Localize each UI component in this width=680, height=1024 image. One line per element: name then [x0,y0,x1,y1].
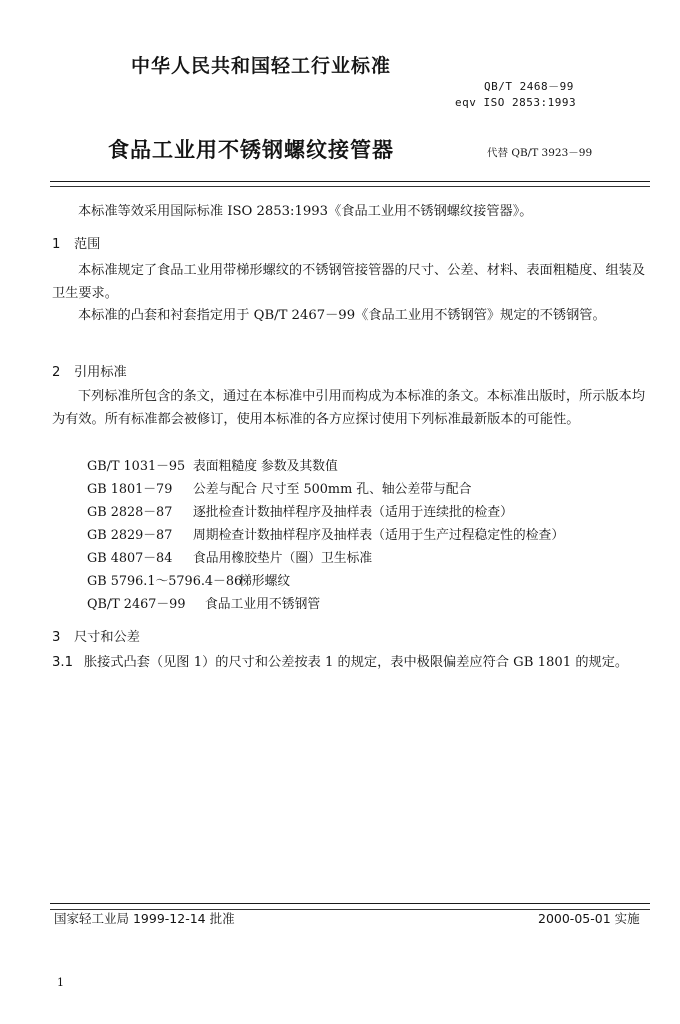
section-title: 范围 [74,237,101,252]
equivalence-note: eqv ISO 2853:1993 [455,96,577,109]
footer-rule [50,903,650,904]
intro-paragraph: 本标准等效采用国际标准 ISO 2853:1993《食品工业用不锈钢螺纹接管器》。 [78,204,533,219]
reference-title: 逐批检查计数抽样程序及抽样表（适用于连续批的检查） [193,505,513,520]
implementation-date: 2000-05-01 实施 [538,911,640,926]
references-paragraph: 下列标准所包含的条文，通过在本标准中引用而构成为本标准的条文。本标准出版时，所示版本均为有效。所有标准都会被修订，使用本标准的各方应探讨使用下列标准最新版本的可能性。 [52,389,646,427]
standard-number: QB/T 2468－99 [484,80,574,93]
document-title: 食品工业用不锈钢螺纹接管器 [108,138,394,162]
clause-text: 胀接式凸套（见图 1）的尺寸和公差按表 1 的规定，表中极限偏差应符合 GB 1801 的规定。 [84,655,629,670]
reference-code: GB 1801－79 [87,482,173,497]
reference-title: 梯形螺纹 [239,574,291,589]
section-number: 1 [52,237,61,252]
reference-item [87,524,564,543]
clause-paragraph [52,652,652,675]
reference-code: GB 2829－87 [87,528,173,543]
scope-paragraph: 本标准规定了食品工业用带梯形螺纹的不锈钢管接管器的尺寸、公差、材料、表面粗糙度、组装及卫生要求。 [52,263,646,301]
clause-number: 3.1 [52,655,73,670]
reference-title: 食品用橡胶垫片（圈）卫生标准 [193,551,373,566]
issuer-title: 中华人民共和国轻工行业标准 [131,55,392,77]
section-title: 引用标准 [74,365,127,380]
reference-code: GB 5796.1～5796.4－86 [87,574,243,589]
reference-item [87,478,471,497]
reference-item [87,570,290,589]
section-number: 3 [52,630,61,645]
page-number: 1 [57,976,64,989]
section-number: 2 [52,365,61,380]
reference-item [87,455,338,474]
section-heading [52,233,100,252]
section-title: 尺寸和公差 [74,630,140,645]
header-rule-thin [50,186,650,187]
header-rule [50,181,650,182]
reference-code: GB 4807－84 [87,551,173,566]
section-heading [52,626,140,645]
reference-item [87,547,372,566]
reference-title: 食品工业用不锈钢管 [205,597,321,612]
scope-paragraph: 本标准的凸套和衬套指定用于 QB/T 2467－99《食品工业用不锈钢管》规定的不锈钢管。 [78,308,606,323]
reference-code: GB 2828－87 [87,505,173,520]
reference-code: QB/T 2467－99 [87,597,186,612]
reference-title: 表面粗糙度 参数及其数值 [193,459,338,474]
replaces-note: 代替 QB/T 3923－99 [487,147,593,159]
reference-title: 周期检查计数抽样程序及抽样表（适用于生产过程稳定性的检查） [193,528,565,543]
reference-item [87,501,513,520]
section-heading [52,361,127,380]
reference-code: GB/T 1031－95 [87,459,186,474]
approval-date: 国家轻工业局 1999-12-14 批准 [54,911,235,926]
reference-title: 公差与配合 尺寸至 500mm 孔、轴公差带与配合 [193,482,472,497]
reference-item [87,593,320,612]
